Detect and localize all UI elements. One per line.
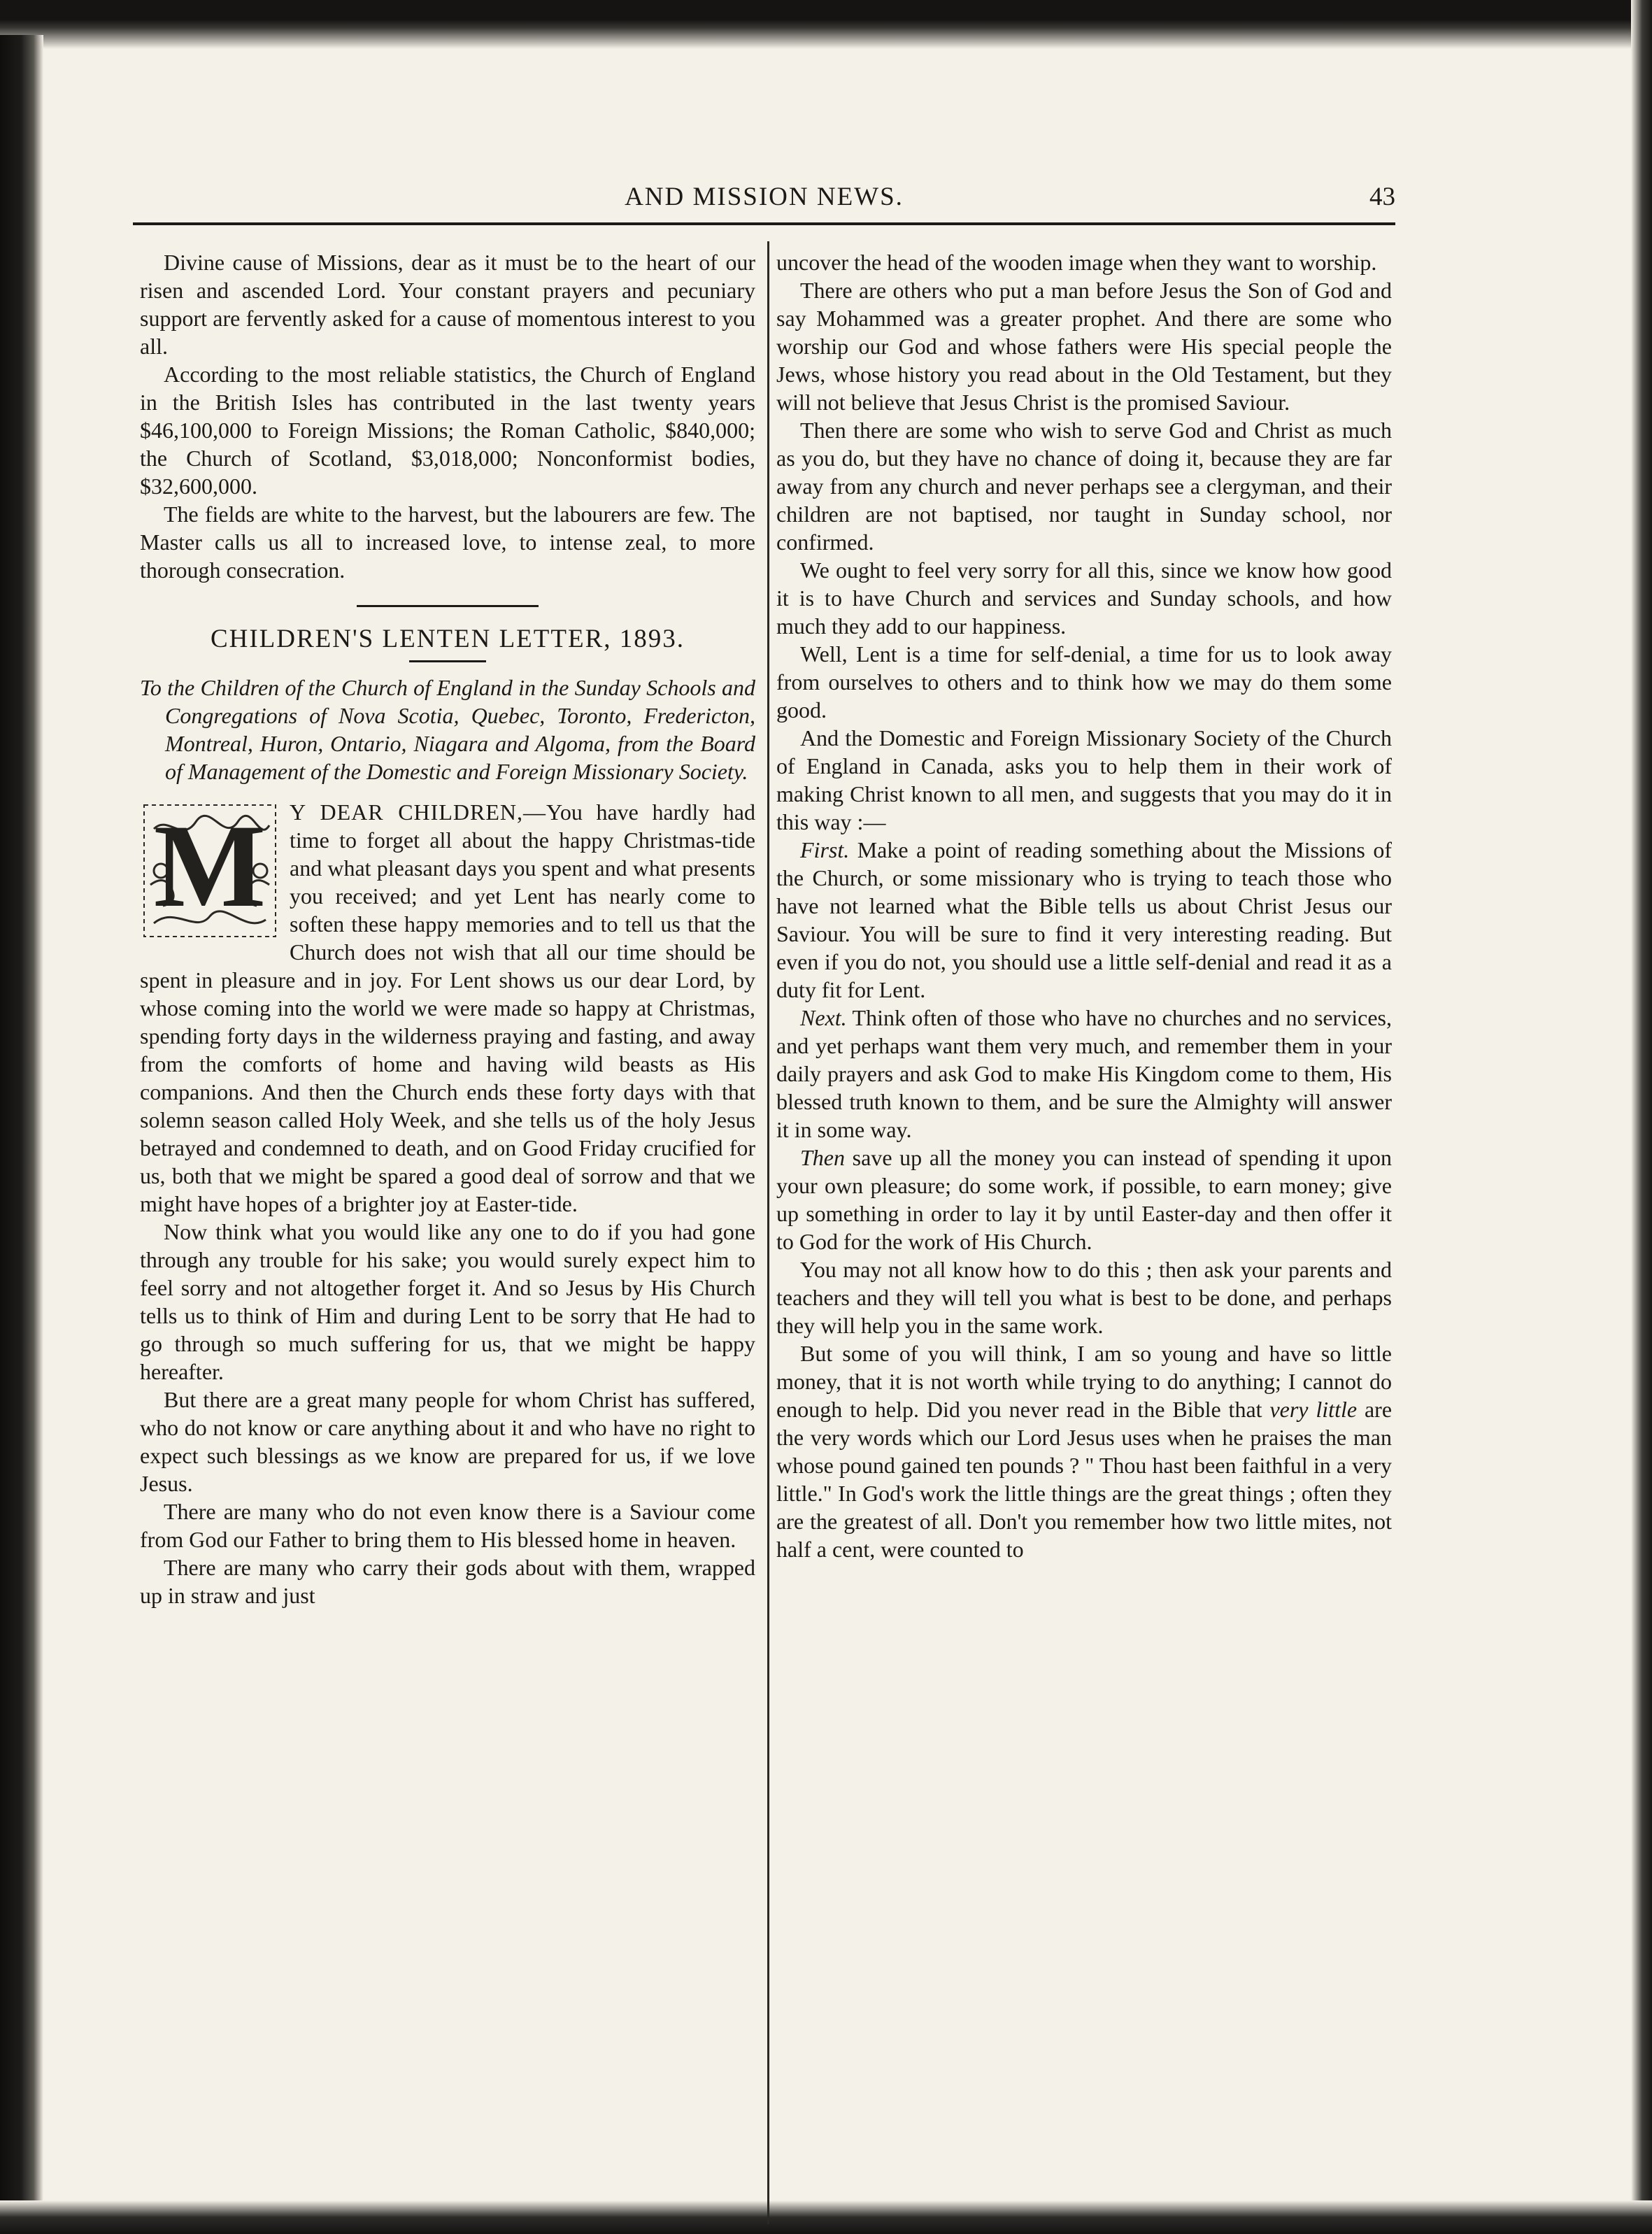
- paragraph-very-little: [776, 1339, 1392, 1563]
- paragraph-first: [776, 836, 1392, 1004]
- paragraph: Now think what you would like any one to do if you had gone through any trouble for his sake; you would surely expect him to feel sorry and not altogether forget it. And so Jesus by His Church tells us to think of Him and during Lent to be sorry that He had to go through so much suffering for us, that we might be happy hereafter.: [140, 1219, 755, 1384]
- next-label: Next.: [800, 1005, 847, 1030]
- left-column: [140, 248, 755, 2224]
- paragraph: And the Domestic and Foreign Missionary Society of the Church of England in Canada, asks you to help them in their work of making Christ known to all men, and suggests that you may do it in this way :—: [776, 725, 1392, 834]
- opening-text: You have hardly had time to forget all about the happy Christmas-tide and what pleasant days you spent and what presents you received; and yet Lent has nearly come to soften these happy memories and to tell us that the Church does not wish that all our time should be spent in pleasure and in joy. For Lent shows us our dear Lord, by whose coming into the world we were made so happy at Christmas, spending forty days in the wilderness praying and fasting, and away from the comforts of home and having wild beasts as His companions. And then the Church ends these forty days with that solemn season called Holy Week, and she tells us of the holy Jesus betrayed and condemned to death, and on Good Friday crucified for us, both that we might be spared a good deal of sorrow and that we might have hopes of a brighter joy at Easter-tide.: [140, 799, 755, 1216]
- header-rule: [133, 222, 1395, 225]
- paragraph: We ought to feel very sorry for all this, since we know how good it is to have Church and services and Sunday schools, and how much they add to our happiness.: [776, 557, 1392, 639]
- paragraph: Then there are some who wish to serve God and Christ as much as you do, but they have no chance of doing it, because they are far away from any church and never perhaps see a clergyman, and their children are not baptised, nor taught in Sunday school, nor confirmed.: [776, 418, 1392, 555]
- right-column: [776, 248, 1392, 2224]
- p8-italic: very little: [1269, 1397, 1358, 1422]
- paragraph-next: [776, 1004, 1392, 1144]
- title-rule: [409, 660, 486, 662]
- page-header: [133, 182, 1395, 227]
- first-text: Make a point of reading something about the Missions of the Church, or some missionary who is trying to teach those who have not learned what the Bible tells us about Christ Jesus our Saviour. You will be sure to find it very interesting reading. But even if you do not, you should use a little self-denial and read it as a duty fit for Lent.: [776, 837, 1392, 1002]
- first-label: First.: [800, 837, 850, 862]
- paragraph: But there are a great many people for whom Christ has suffered, who do not know or care anything about it and who have no right to expect such blessings as we know are prepared for us, if we love Jesus.: [140, 1387, 755, 1496]
- salutation: Y DEAR CHILDREN,—: [290, 799, 546, 825]
- paragraph: The fields are white to the harvest, but the labourers are few. The Master calls us all to increased love, to intense zeal, to more thorough consecration.: [140, 501, 755, 583]
- p8-start: But some of you will think, I am so young and have so little money, that it is not worth while trying to do anything; I cannot do enough to help. Did you never read in the Bible that: [776, 1341, 1392, 1422]
- paragraph-then: [776, 1144, 1392, 1255]
- scan-edge-right: [1631, 0, 1652, 2234]
- then-text: save up all the money you can instead of spending it upon your own pleasure; do some work, if possible, to earn money; give up something in order to lay it by until Easter-day and then offer it to God for the work of His Church.: [776, 1145, 1392, 1254]
- column-divider: [767, 241, 769, 2224]
- drop-cap-letter: M: [153, 800, 266, 932]
- section-separator: [357, 605, 539, 607]
- then-label: Then: [800, 1145, 845, 1170]
- next-text: Think often of those who have no churches and no services, and yet perhaps want them very much, and remember them in your daily prayers and ask God to make His Kingdom come to them, His blessed truth known to them, and be sure the Almighty will answer it in some way.: [776, 1005, 1392, 1142]
- dedication: To the Children of the Church of England in the Sunday Schools and Congregations of Nova Scotia, Quebec, Toronto, Fredericton, Montreal, Huron, Ontario, Niagara and Algoma, from the Board of Management of the Domestic and Foreign Missionary Society.: [140, 675, 755, 784]
- paragraph: There are many who do not even know there is a Saviour come from God our Father to bring them to His blessed home in heaven.: [140, 1499, 755, 1552]
- page-number: 43: [1369, 183, 1395, 211]
- paragraph: According to the most reliable statistics, the Church of England in the British Isles has contributed in the last twenty years $46,100,000 to Foreign Missions; the Roman Catholic, $840,000; the Church of Scotland, $3,018,000; Nonconformist bodies, $32,600,000.: [140, 362, 755, 499]
- paragraph: There are many who carry their gods about with them, wrapped up in straw and just: [140, 1555, 755, 1608]
- ornamental-initial: [140, 801, 280, 941]
- paragraph: Divine cause of Missions, dear as it must be to the heart of our risen and ascended Lord. Your constant prayers and pecuniary support are fervently asked for a cause of momentous interest to you all.: [140, 250, 755, 359]
- scan-edge-top: [0, 0, 1652, 49]
- scan-edge-left: [0, 35, 43, 2234]
- letter-opening: [140, 798, 755, 1218]
- paragraph: Well, Lent is a time for self-denial, a time for us to look away from ourselves to others and to think how we may do them some good.: [776, 641, 1392, 723]
- letter-title: CHILDREN'S LENTEN LETTER, 1893.: [210, 625, 685, 653]
- paragraph: You may not all know how to do this ; then ask your parents and teachers and they will tell you what is best to be done, and perhaps they will help you in the same work.: [776, 1257, 1392, 1338]
- p8-end: are the very words which our Lord Jesus uses when he praises the man whose pound gained ten pounds ? " Thou hast been faithful in a very little." In God's work the little things are the great things ; often they are the greatest of all. Don't you remember how two little mites, not half a cent, were counted to: [776, 1397, 1392, 1562]
- paragraph: There are others who put a man before Jesus the Son of God and say Mohammed was a greater prophet. And there are some who worship our God and whose fathers were His special people the Jews, whose history you read about in the Old Testament, but they will not believe that Jesus Christ is the promised Saviour.: [776, 278, 1392, 415]
- paragraph: uncover the head of the wooden image when they want to worship.: [776, 250, 1377, 275]
- running-title: AND MISSION NEWS.: [625, 183, 904, 211]
